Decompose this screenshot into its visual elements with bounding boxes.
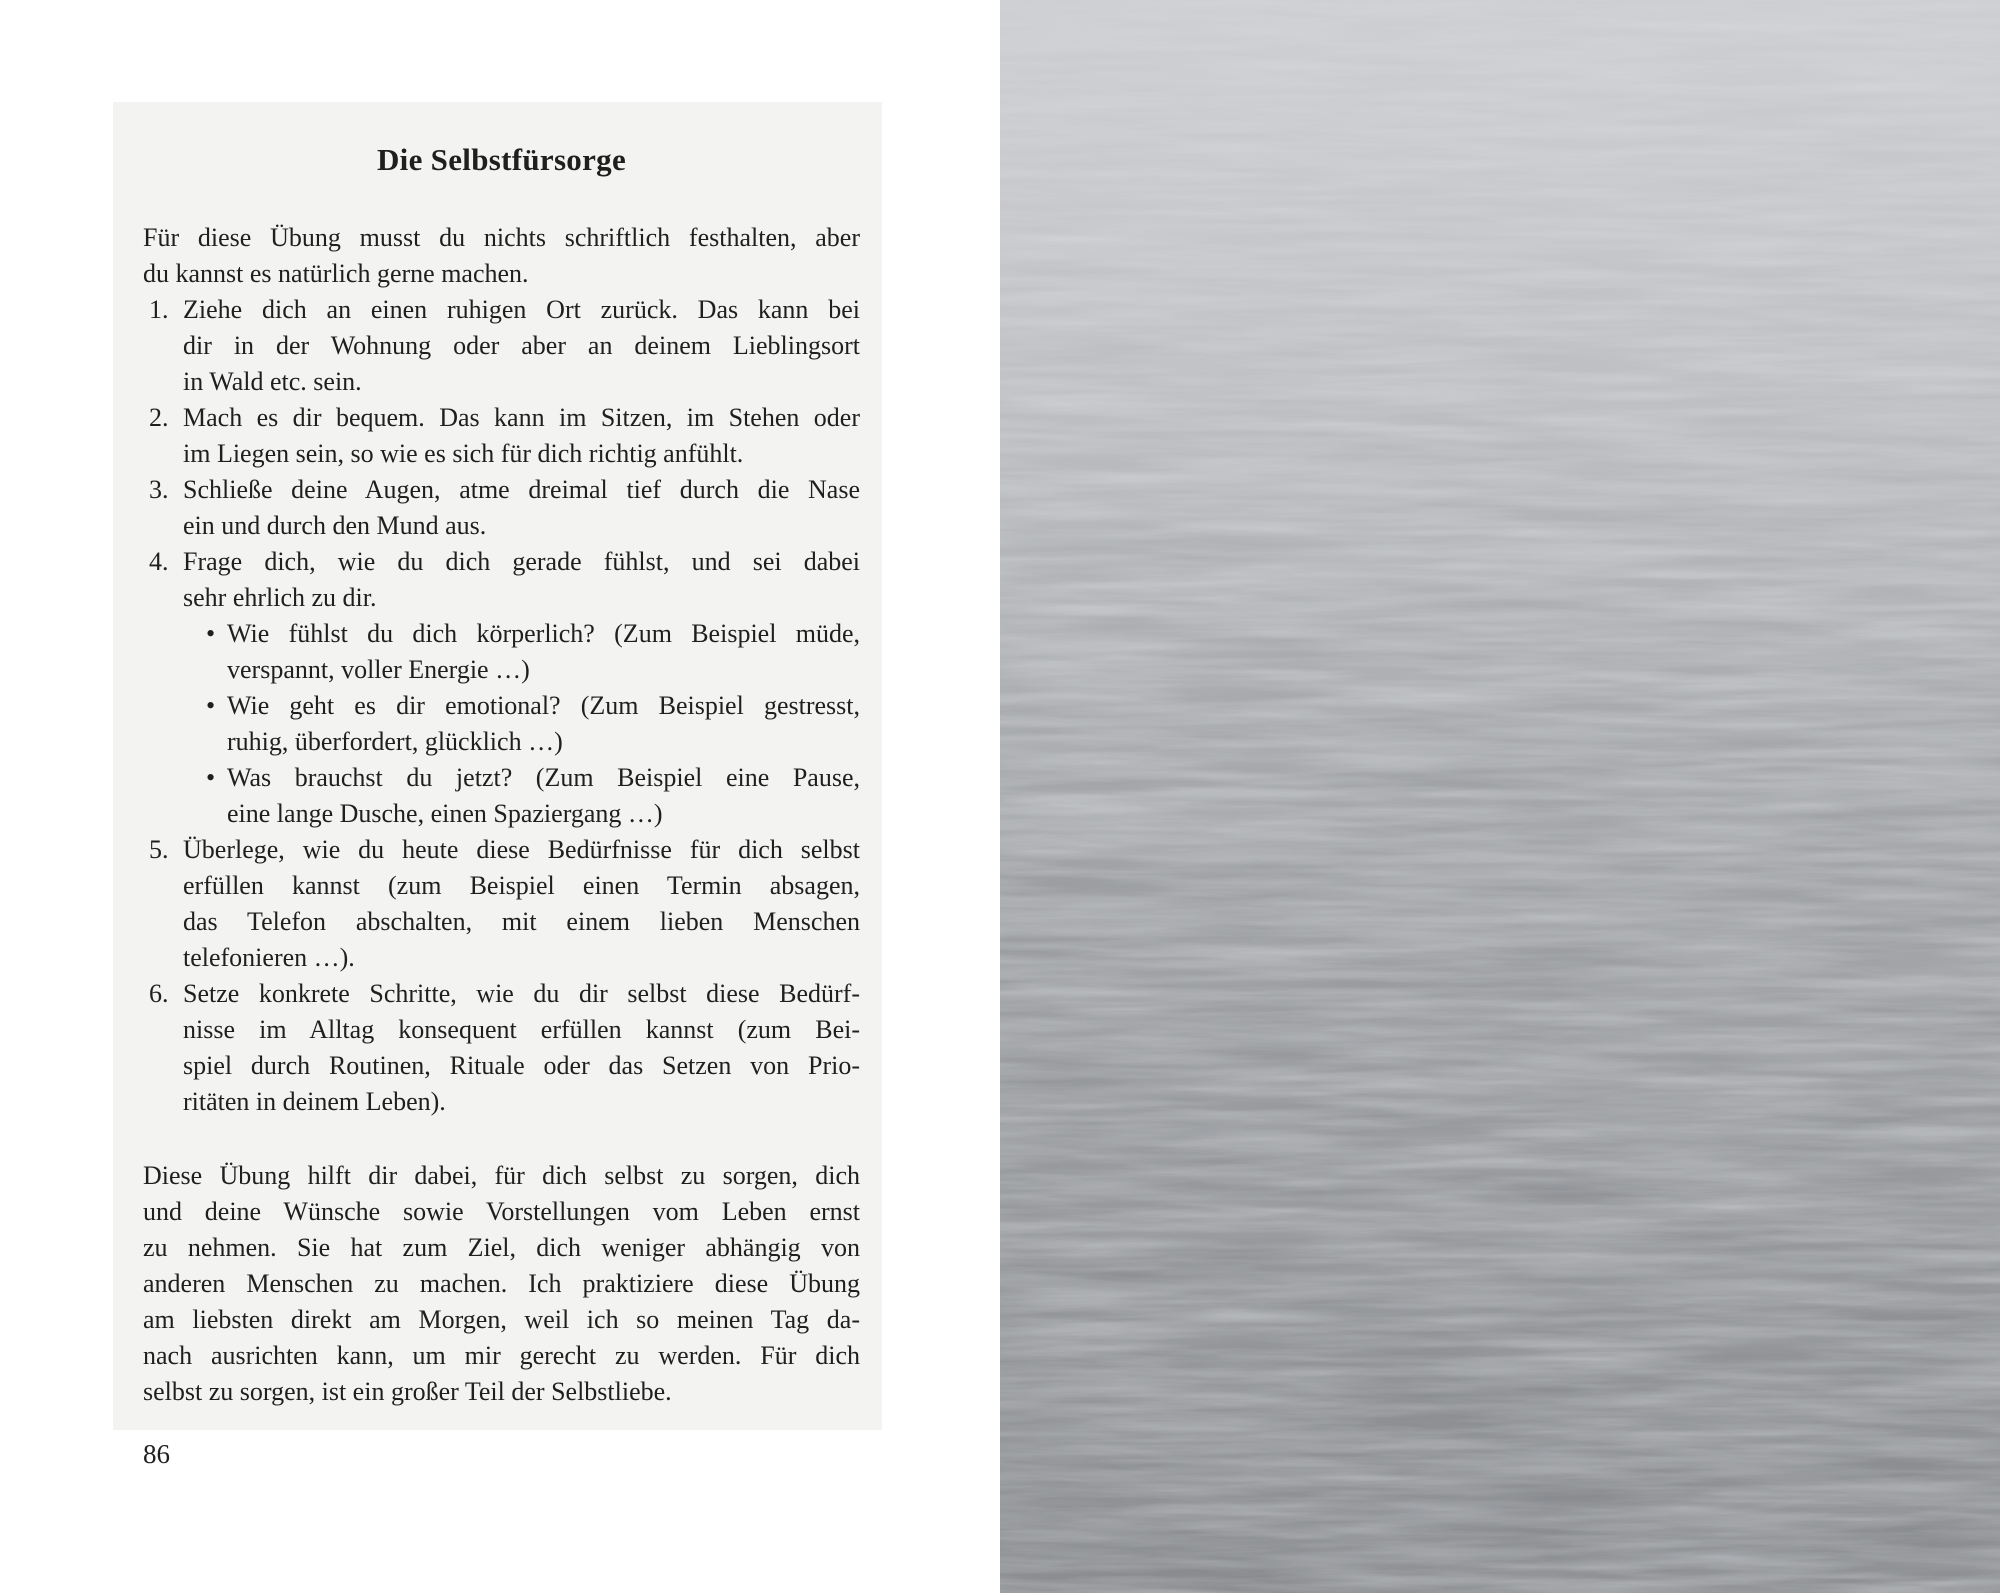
list-item [143,292,860,400]
list-item-text [183,832,860,976]
text-line: selbst zu sorgen, ist ein großer Teil der Selbstliebe. [143,1377,672,1406]
list-item-number: 1. [149,295,169,324]
text-line: das Telefon abschalten, mit einem lieben Menschen [183,907,860,936]
closing-paragraph [143,1158,860,1410]
list-item [143,544,860,832]
text-line: telefonieren …). [183,943,355,972]
text-line: spiel durch Routinen, Rituale oder das Setzen von Prio- [183,1051,860,1080]
exercise-text [143,220,860,1410]
bullet-item [206,616,860,688]
text-line: erfüllen kannst (zum Beispiel einen Termin absagen, [183,871,860,900]
text-line: zu nehmen. Sie hat zum Ziel, dich weniger abhängig von [143,1233,860,1262]
list-item-text [183,544,860,832]
list-item-number: 6. [149,979,169,1008]
list-item-text [183,976,860,1120]
text-line: im Liegen sein, so wie es sich für dich richtig anfühlt. [183,439,744,468]
text-line: du kannst es natürlich gerne machen. [143,259,529,288]
page-title: Die Selbstfürsorge [376,142,627,177]
intro-paragraph [143,220,860,292]
bullet-item [206,688,860,760]
bullet-text [227,616,860,688]
bullet-marker: • [206,619,216,648]
bullet-text [227,688,860,760]
text-line: Schließe deine Augen, atme dreimal tief durch die Nase [183,475,860,504]
text-line: sehr ehrlich zu dir. [183,583,377,612]
text-line: nach ausrichten kann, um mir gerecht zu werden. Für dich [143,1341,860,1370]
text-line: verspannt, voller Energie …) [227,655,530,684]
text-line: am liebsten direkt am Morgen, weil ich so meinen Tag da- [143,1305,860,1334]
numbered-list [143,292,860,1120]
page-number: 86 [143,1439,170,1469]
list-item-number: 5. [149,835,169,864]
text-line: anderen Menschen zu machen. Ich praktiziere diese Übung [143,1269,860,1298]
text-line: Frage dich, wie du dich gerade fühlst, und sei dabei [183,547,860,576]
text-line: ruhig, überfordert, glücklich …) [227,727,563,756]
text-line: ein und durch den Mund aus. [183,511,487,540]
exercise-panel [113,102,882,1430]
bullet-text [227,760,860,832]
text-line: ritäten in deinem Leben). [183,1087,446,1116]
text-line: Überlege, wie du heute diese Bedürfnisse für dich selbst [183,835,860,864]
list-item-number: 4. [149,547,169,576]
text-line: dir in der Wohnung oder aber an deinem Lieblingsort [183,331,860,360]
list-item-number: 2. [149,403,169,432]
photo-top-haze [1000,0,2000,717]
list-item-text [183,472,860,544]
text-line: Setze konkrete Schritte, wie du dir selbst diese Bedürf- [183,979,860,1008]
text-line: Mach es dir bequem. Das kann im Sitzen, im Stehen oder [183,403,860,432]
text-line: und deine Wünsche sowie Vorstellungen vom Leben ernst [143,1197,860,1226]
list-item [143,976,860,1120]
text-line: Diese Übung hilft dir dabei, für dich selbst zu sorgen, dich [143,1161,860,1190]
list-item-text [183,292,860,400]
text-line: nisse im Alltag konsequent erfüllen kannst (zum Bei- [183,1015,860,1044]
text-line: Wie fühlst du dich körperlich? (Zum Beispiel müde, [227,619,860,648]
text-line: Wie geht es dir emotional? (Zum Beispiel gestresst, [227,691,860,720]
text-line: Ziehe dich an einen ruhigen Ort zurück. Das kann bei [183,295,860,324]
bullet-marker: • [206,691,216,720]
list-item-text [183,400,860,472]
bullet-item [206,760,860,832]
list-item-number: 3. [149,475,169,504]
text-line: eine lange Dusche, einen Spaziergang …) [227,799,663,828]
text-line: Was brauchst du jetzt? (Zum Beispiel eine Pause, [227,763,860,792]
list-item [143,472,860,544]
text-line: Für diese Übung musst du nichts schriftlich festhalten, aber [143,223,860,252]
list-item [143,832,860,976]
bullet-marker: • [206,763,216,792]
list-item [143,400,860,472]
text-line: in Wald etc. sein. [183,367,362,396]
ocean-photo [1000,0,2000,1593]
